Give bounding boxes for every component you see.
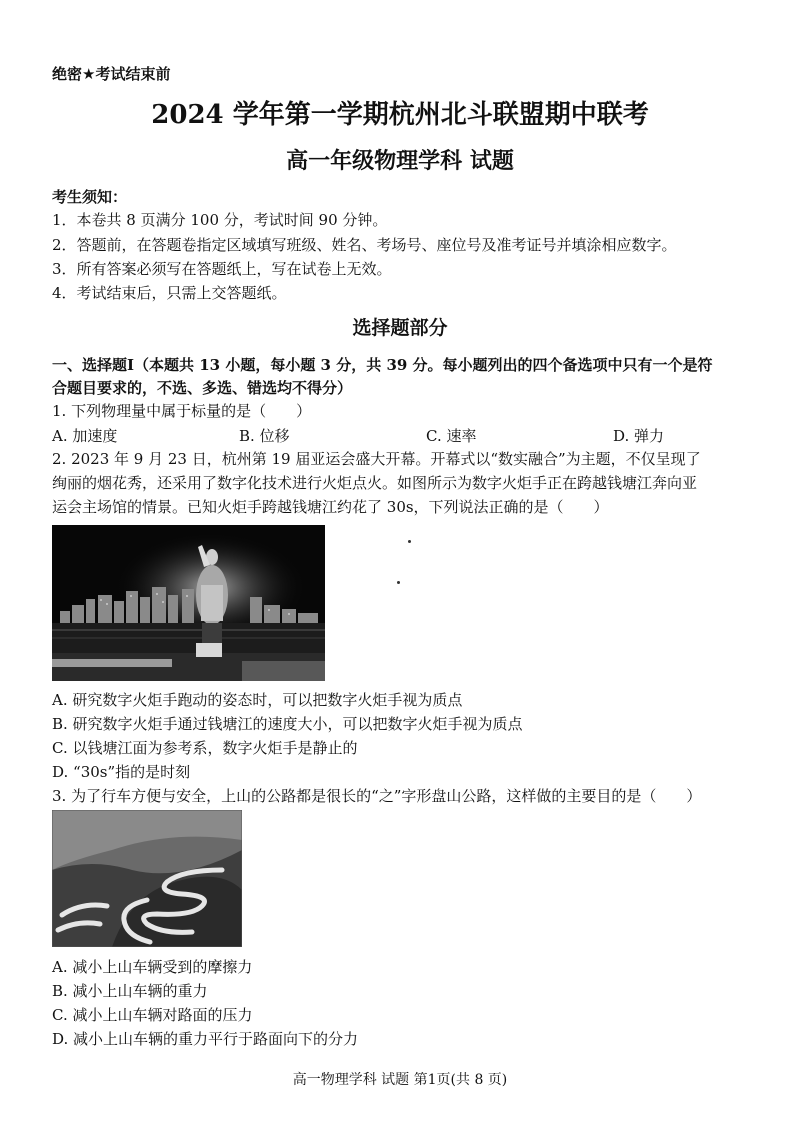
question-2-option-b: B. 研究数字火炬手通过钱塘江的速度大小，可以把数字火炬手视为质点: [52, 715, 523, 733]
notice-item: 1．本卷共 8 页满分 100 分，考试时间 90 分钟。: [52, 211, 388, 229]
confidential-mark: 绝密★考试结束前: [52, 65, 171, 83]
question-3-stem: 3. 为了行车方便与安全，上山的公路都是很长的“之”字形盘山公路，这样做的主要目的是（ ）: [52, 787, 702, 805]
question-3-option-b: B. 减小上山车辆的重力: [52, 982, 208, 1000]
question-2-stem-cont: 运会主场馆的情景。已知火炬手跨越钱塘江约花了 30s，下列说法正确的是（ ）: [52, 498, 609, 516]
question-2-stem-cont: 绚丽的烟花秀，还采用了数字化技术进行火炬点火。如图所示为数字火炬手正在跨越钱塘江奔向亚: [52, 474, 698, 492]
scan-speck: [397, 581, 400, 584]
question-1-option-d: D. 弹力: [613, 427, 665, 445]
question-2-option-d: D. “30s”指的是时刻: [52, 763, 191, 781]
question-1-options: [52, 425, 752, 445]
question-1-option-c: C. 速率: [426, 427, 477, 445]
page-footer: 高一物理学科 试题 第1页(共 8 页): [292, 1072, 508, 1088]
notice-heading: 考生须知：: [52, 188, 128, 206]
question-3-option-d: D. 减小上山车辆的重力平行于路面向下的分力: [52, 1030, 359, 1048]
section-title: 选择题部分: [352, 317, 448, 339]
question-1-stem: 1. 下列物理量中属于标量的是（ ）: [52, 402, 312, 420]
notice-item: 3．所有答案必须写在答题纸上，写在试卷上无效。: [52, 260, 392, 278]
question-2-option-a: A. 研究数字火炬手跑动的姿态时，可以把数字火炬手视为质点: [52, 691, 463, 709]
torchbearer-photo: [52, 525, 325, 681]
question-1-option-b: B. 位移: [239, 427, 290, 445]
notice-item: 4．考试结束后，只需上交答题纸。: [52, 284, 287, 302]
notice-item: 2．答题前，在答题卷指定区域填写班级、姓名、考场号、座位号及准考证号并填涂相应数字。: [52, 236, 677, 254]
question-3-option-a: A. 减小上山车辆受到的摩擦力: [52, 958, 253, 976]
question-3-option-c: C. 减小上山车辆对路面的压力: [52, 1006, 253, 1024]
question-2-stem: 2. 2023 年 9 月 23 日，杭州第 19 届亚运会盛大开幕。开幕式以“数实融合”为主题，不仅呈现了: [52, 450, 701, 468]
scan-speck: [408, 540, 411, 543]
part1-instruction: 一、选择题Ⅰ（本题共 13 小题，每小题 3 分，共 39 分。每小题列出的四个备选项中只有一个是符: [52, 356, 713, 374]
part1-instruction-cont: 合题目要求的，不选、多选、错选均不得分）: [52, 379, 353, 397]
exam-title: 2024 学年第一学期杭州北斗联盟期中联考: [151, 100, 649, 130]
question-2-option-c: C. 以钱塘江面为参考系，数字火炬手是静止的: [52, 739, 358, 757]
question-1-option-a: A. 加速度: [52, 427, 118, 445]
exam-subtitle: 高一年级物理学科 试题: [286, 148, 514, 174]
mountain-road-photo: [52, 810, 242, 947]
